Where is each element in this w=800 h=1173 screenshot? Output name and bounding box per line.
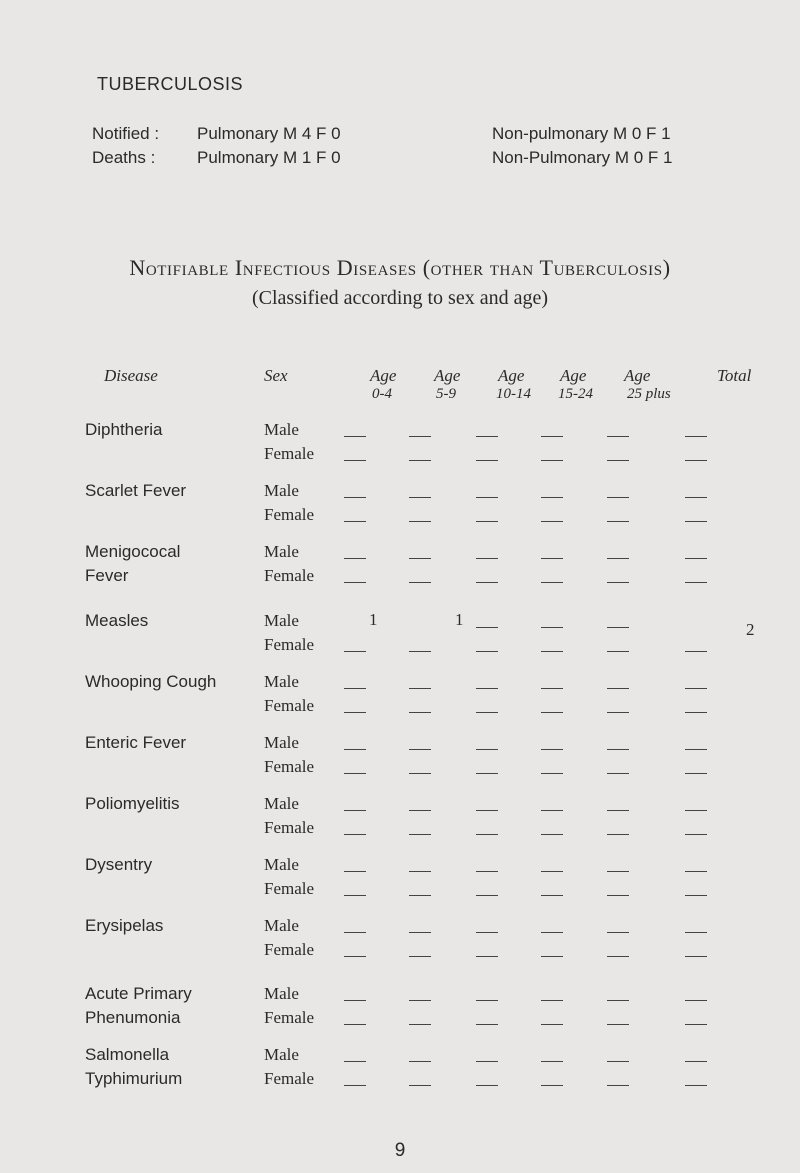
empty-cell-dash [409,956,431,957]
empty-cell-dash [541,497,563,498]
empty-cell-dash [476,749,498,750]
empty-cell-dash [685,932,707,933]
disease-name: Scarlet Fever [85,481,187,500]
empty-cell-dash [409,558,431,559]
empty-cell-dash [607,773,629,774]
empty-cell-dash [476,932,498,933]
empty-cell-dash [344,895,366,896]
empty-cell-dash [685,834,707,835]
empty-cell-dash [685,773,707,774]
header-age-4: Age [560,366,587,385]
sex-male: Male [264,916,299,935]
empty-cell-dash [344,932,366,933]
empty-cell-dash [344,956,366,957]
empty-cell-dash [541,712,563,713]
empty-cell-dash [476,558,498,559]
header-range-1: 0-4 [372,386,392,402]
empty-cell-dash [607,871,629,872]
empty-cell-dash [409,810,431,811]
empty-cell-dash [541,436,563,437]
sex-male: Male [264,420,299,439]
empty-cell-dash [344,651,366,652]
empty-cell-dash [344,712,366,713]
empty-cell-dash [607,712,629,713]
empty-cell-dash [607,558,629,559]
empty-cell-dash [541,749,563,750]
empty-cell-dash [607,521,629,522]
notified-nonpulmonary: Non-pulmonary M 0 F 1 [492,124,671,143]
empty-cell-dash [685,1061,707,1062]
sex-female: Female [264,1069,315,1088]
empty-cell-dash [344,558,366,559]
sex-female: Female [264,818,315,837]
empty-cell-dash [409,651,431,652]
empty-cell-dash [344,1000,366,1001]
empty-cell-dash [607,582,629,583]
sex-female: Female [264,1008,315,1027]
header-total: Total [717,366,752,385]
empty-cell-dash [344,521,366,522]
empty-cell-dash [409,497,431,498]
empty-cell-dash [685,1000,707,1001]
empty-cell-dash [607,895,629,896]
empty-cell-dash [541,895,563,896]
header-sex: Sex [264,366,288,385]
empty-cell-dash [541,460,563,461]
empty-cell-dash [409,1085,431,1086]
empty-cell-dash [685,871,707,872]
empty-cell-dash [344,460,366,461]
empty-cell-dash [344,688,366,689]
empty-cell-dash [409,460,431,461]
empty-cell-dash [685,1024,707,1025]
empty-cell-dash [685,1085,707,1086]
empty-cell-dash [409,582,431,583]
empty-cell-dash [541,932,563,933]
empty-cell-dash [541,627,563,628]
sex-female: Female [264,505,315,524]
empty-cell-dash [541,1085,563,1086]
tuberculosis-title: TUBERCULOSIS [97,74,244,94]
empty-cell-dash [541,582,563,583]
empty-cell-dash [607,834,629,835]
sex-female: Female [264,566,315,585]
empty-cell-dash [541,558,563,559]
empty-cell-dash [409,436,431,437]
empty-cell-dash [344,810,366,811]
empty-cell-dash [685,558,707,559]
empty-cell-dash [476,582,498,583]
sex-male: Male [264,984,299,1003]
empty-cell-dash [476,688,498,689]
empty-cell-dash [607,436,629,437]
sex-male: Male [264,481,299,500]
empty-cell-dash [344,773,366,774]
empty-cell-dash [607,460,629,461]
empty-cell-dash [476,460,498,461]
disease-name: Enteric Fever [85,733,187,752]
empty-cell-dash [685,651,707,652]
section-subtitle: (Classified according to sex and age) [251,287,548,309]
empty-cell-dash [344,497,366,498]
male-value: 1 [369,610,378,629]
empty-cell-dash [685,497,707,498]
deaths-nonpulmonary: Non-Pulmonary M 0 F 1 [492,148,673,167]
total-value: 2 [746,620,755,639]
page-number: 9 [394,1140,406,1161]
empty-cell-dash [685,582,707,583]
empty-cell-dash [409,688,431,689]
disease-name: Acute Primary [85,984,192,1003]
empty-cell-dash [344,1024,366,1025]
disease-name: Salmonella [85,1045,170,1064]
empty-cell-dash [476,871,498,872]
empty-cell-dash [541,956,563,957]
empty-cell-dash [541,773,563,774]
empty-cell-dash [685,810,707,811]
sex-female: Female [264,940,315,959]
empty-cell-dash [409,773,431,774]
empty-cell-dash [476,712,498,713]
empty-cell-dash [409,521,431,522]
empty-cell-dash [476,1085,498,1086]
empty-cell-dash [541,651,563,652]
empty-cell-dash [476,1024,498,1025]
disease-name: Dysentry [85,855,153,874]
empty-cell-dash [344,1061,366,1062]
sex-male: Male [264,794,299,813]
empty-cell-dash [541,810,563,811]
disease-name: Typhimurium [85,1069,183,1088]
empty-cell-dash [344,749,366,750]
empty-cell-dash [344,871,366,872]
empty-cell-dash [685,956,707,957]
empty-cell-dash [607,627,629,628]
empty-cell-dash [476,956,498,957]
sex-female: Female [264,444,315,463]
disease-name: Poliomyelitis [85,794,180,813]
sex-male: Male [264,1045,299,1064]
empty-cell-dash [607,1024,629,1025]
empty-cell-dash [541,1061,563,1062]
empty-cell-dash [476,895,498,896]
empty-cell-dash [476,521,498,522]
sex-male: Male [264,542,299,561]
empty-cell-dash [541,1000,563,1001]
empty-cell-dash [685,712,707,713]
empty-cell-dash [607,749,629,750]
empty-cell-dash [409,871,431,872]
empty-cell-dash [409,1061,431,1062]
empty-cell-dash [607,688,629,689]
deaths-label: Deaths : [92,148,156,167]
notified-pulmonary: Pulmonary M 4 F 0 [197,124,341,143]
empty-cell-dash [685,436,707,437]
empty-cell-dash [685,460,707,461]
empty-cell-dash [409,932,431,933]
empty-cell-dash [409,1024,431,1025]
disease-name: Menigococal [85,542,181,561]
empty-cell-dash [476,1000,498,1001]
empty-cell-dash [476,497,498,498]
empty-cell-dash [607,810,629,811]
header-age-5: Age [624,366,651,385]
empty-cell-dash [344,582,366,583]
sex-female: Female [264,757,315,776]
empty-cell-dash [476,810,498,811]
empty-cell-dash [607,651,629,652]
sex-male: Male [264,672,299,691]
empty-cell-dash [685,688,707,689]
sex-male: Male [264,733,299,752]
deaths-pulmonary: Pulmonary M 1 F 0 [197,148,341,167]
disease-name: Fever [85,566,129,585]
empty-cell-dash [476,773,498,774]
header-age-2: Age [434,366,461,385]
empty-cell-dash [409,712,431,713]
empty-cell-dash [476,651,498,652]
disease-name: Phenumonia [85,1008,181,1027]
header-age-3: Age [498,366,525,385]
header-range-2: 5-9 [436,386,456,402]
empty-cell-dash [607,956,629,957]
empty-cell-dash [476,627,498,628]
disease-name: Erysipelas [85,916,164,935]
empty-cell-dash [685,749,707,750]
empty-cell-dash [344,436,366,437]
notified-label: Notified : [92,124,160,143]
header-range-3: 10-14 [496,386,531,402]
sex-female: Female [264,696,315,715]
empty-cell-dash [541,834,563,835]
empty-cell-dash [541,521,563,522]
empty-cell-dash [685,521,707,522]
sex-female: Female [264,635,315,654]
sex-male: Male [264,855,299,874]
empty-cell-dash [476,436,498,437]
header-age-1: Age [370,366,397,385]
empty-cell-dash [409,834,431,835]
disease-name: Measles [85,611,149,630]
empty-cell-dash [607,932,629,933]
header-disease: Disease [104,366,158,385]
empty-cell-dash [344,834,366,835]
empty-cell-dash [476,834,498,835]
empty-cell-dash [541,871,563,872]
empty-cell-dash [409,749,431,750]
empty-cell-dash [607,1000,629,1001]
empty-cell-dash [607,1061,629,1062]
header-range-4: 15-24 [558,386,593,402]
disease-name: Whooping Cough [85,672,217,691]
empty-cell-dash [409,1000,431,1001]
empty-cell-dash [607,497,629,498]
sex-male: Male [264,611,299,630]
header-range-5: 25 plus [627,386,671,402]
male-value: 1 [455,610,464,629]
empty-cell-dash [541,1024,563,1025]
disease-name: Diphtheria [85,420,163,439]
empty-cell-dash [607,1085,629,1086]
section-title: Notifiable Infectious Diseases (other than Tuberculosis) [129,255,671,280]
empty-cell-dash [541,688,563,689]
sex-female: Female [264,879,315,898]
empty-cell-dash [476,1061,498,1062]
empty-cell-dash [685,895,707,896]
empty-cell-dash [409,895,431,896]
empty-cell-dash [344,1085,366,1086]
